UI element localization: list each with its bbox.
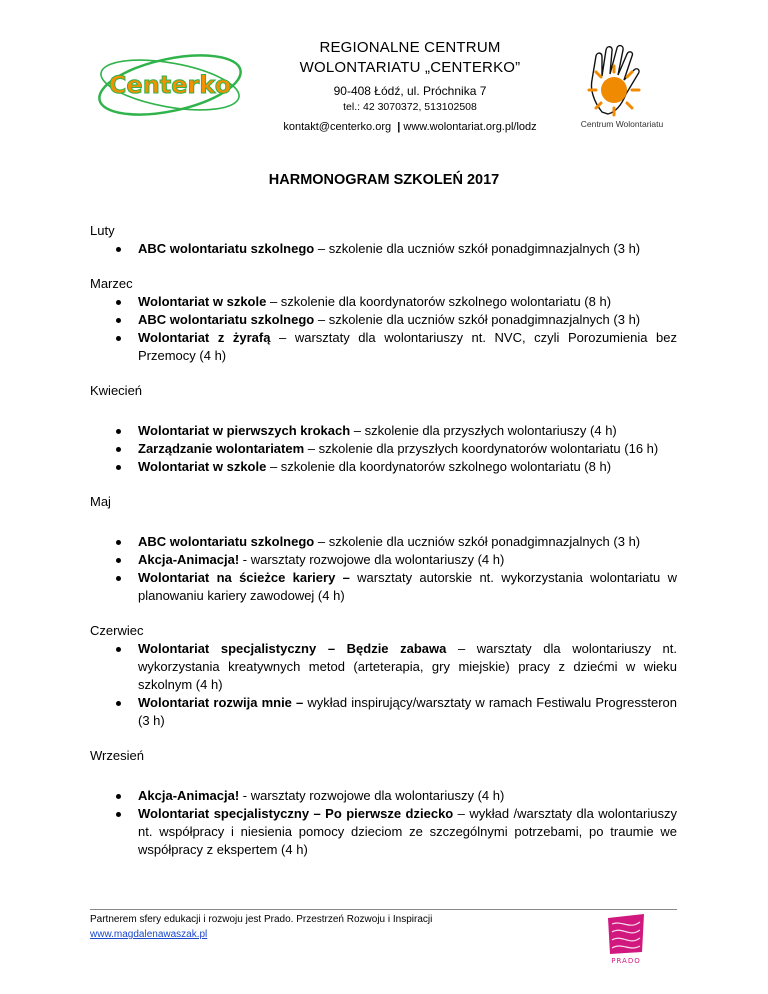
training-list-czerwiec [90,640,677,730]
bullet-icon [116,318,121,323]
month-heading-wrzesien: Wrzesień [90,748,144,763]
month-heading-kwiecien: Kwiecień [90,383,143,398]
centerko-logo [90,50,250,120]
bullet-icon [116,576,121,581]
bullet-icon [116,540,121,545]
org-name-line2: WOLONTARIATU „CENTERKO” [299,59,521,76]
list-item: Wolontariat w szkole – szkolenie dla koordynatorów szkolnego wolontariatu (8 h) [90,458,677,476]
month-heading-luty: Luty [90,223,115,238]
list-item: ABC wolontariatu szkolnego – szkolenie dla uczniów szkół ponadgimnazjalnych (3 h) [90,311,677,329]
list-item: Wolontariat z żyrafą – warsztaty dla wolontariuszy nt. NVC, czyli Porozumienia bez Przemocy (4 h) [90,329,677,365]
bullet-icon [116,447,121,452]
bullet-icon [116,794,121,799]
training-list-maj [90,533,677,605]
list-item: Wolontariat specjalistyczny – Po pierwsze dziecko – wykład /warsztaty dla wolontariuszy nt. współpracy i niesienia pomocy dzieciom ze szczególnymi potrzebami, po traumie we współpracy z ekspertem (4 h) [90,805,677,859]
list-item: ABC wolontariatu szkolnego – szkolenie dla uczniów szkół ponadgimnazjalnych (3 h) [90,533,677,551]
month-heading-marzec: Marzec [90,276,133,291]
list-item: Wolontariat rozwija mnie – wykład inspirujący/warsztaty w ramach Festiwalu Progressteron (3 h) [90,694,677,730]
footer-text: Partnerem sfery edukacji i rozwoju jest Prado. Przestrzeń Rozwoju i Inspiracji [90,914,433,925]
list-item: Wolontariat na ścieżce kariery – warsztaty autorskie nt. wykorzystania wolontariatu w planowaniu kariery zawodowej (4 h) [90,569,677,605]
month-heading-czerwiec: Czerwiec [90,623,144,638]
list-item: Wolontariat w szkole – szkolenie dla koordynatorów szkolnego wolontariatu (8 h) [90,293,677,311]
training-list-wrzesien [90,787,677,859]
email-link[interactable]: kontakt@centerko.org [283,121,392,133]
list-item: Zarządzanie wolontariatem – szkolenie dla przyszłych koordynatorów wolontariatu (16 h) [90,440,677,458]
bullet-icon [116,558,121,563]
footer-website-link[interactable]: www.magdalenawaszak.pl [90,929,208,940]
bullet-icon [116,465,121,470]
bullet-icon [116,647,121,652]
list-item: Wolontariat specjalistyczny – Będzie zabawa – warsztaty dla wolontariuszy nt. wykorzystania kreatywnych metod (arteterapia, gry miejskie) pracy z dziećmi w wieku szkolnym (4 h) [90,640,677,694]
training-list-kwiecien [90,422,677,476]
bullet-icon [116,300,121,305]
org-phone: tel.: 42 3070372, 513102508 [343,101,477,113]
document-title: HARMONOGRAM SZKOLEŃ 2017 [268,172,500,188]
org-address: 90-408 Łódź, ul. Próchnika 7 [333,84,487,98]
bullet-icon [116,701,121,706]
volunteer-center-caption: Centrum Wolontariatu [580,119,664,129]
contact-separator: | [397,121,401,133]
org-name [250,38,570,78]
prado-logo [604,912,648,968]
bullet-icon [116,247,121,252]
training-list-luty [90,240,677,258]
bullet-icon [116,812,121,817]
org-name-line1: REGIONALNE CENTRUM [319,39,501,56]
bullet-icon [116,336,121,341]
list-item: Akcja-Animacja! - warsztaty rozwojowe dla wolontariuszy (4 h) [90,551,677,569]
list-item: Wolontariat w pierwszych krokach – szkolenie dla przyszłych wolontariuszy (4 h) [90,422,677,440]
schedule [90,222,677,859]
footer-divider [90,909,677,910]
centerko-logo-text: Centerko [108,71,232,99]
org-contact [250,121,570,133]
list-item: Akcja-Animacja! - warsztaty rozwojowe dla wolontariuszy (4 h) [90,787,677,805]
month-heading-maj: Maj [90,494,111,509]
bullet-icon [116,429,121,434]
website-link[interactable]: www.wolontariat.org.pl/lodz [403,121,537,133]
training-list-marzec [90,293,677,365]
prado-logo-text: PRADO [611,957,641,965]
list-item: ABC wolontariatu szkolnego – szkolenie dla uczniów szkół ponadgimnazjalnych (3 h) [90,240,677,258]
